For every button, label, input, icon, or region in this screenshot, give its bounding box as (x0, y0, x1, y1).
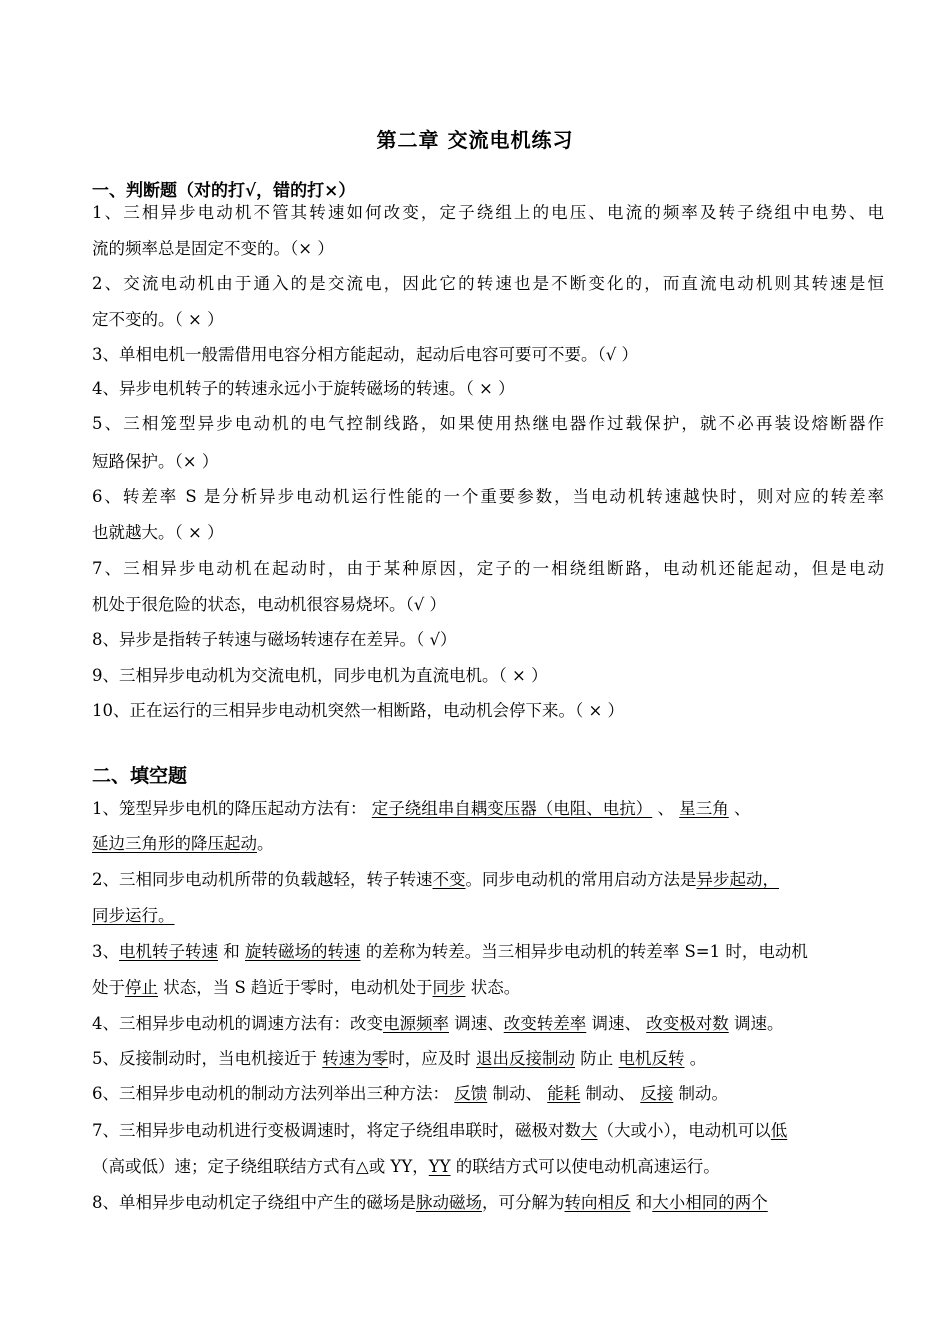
tf-line-11: 7、三相异步电动机在起动时，由于某种原因，定子的一相绕组断路，电动机还能起动，但是电动 (92, 559, 884, 578)
tf-line-2: 流的频率总是固定不变的。（× ） (92, 239, 334, 258)
answer-blank: 转速为零 (322, 1049, 389, 1068)
answer-blank: 反馈 (454, 1084, 488, 1103)
fill-q1-line-2: 延边三角形的降压起动。 (92, 834, 274, 853)
answer-blank: 延边三角形的降压起动 (92, 834, 257, 853)
tf-line-5: 3、单相电机一般需借用电容分相方能起动，起动后电容可要可不要。（√ ） (92, 345, 639, 364)
answer-blank: 改变极对数 (646, 1014, 729, 1033)
tf-line-3: 2、交流电动机由于通入的是交流电，因此它的转速也是不断变化的，而直流电动机则其转速是恒 (92, 274, 884, 293)
tf-line-15: 10、正在运行的三相异步电动机突然一相断路，电动机会停下来。（ × ） (92, 701, 625, 720)
section-heading-true-false: 一、判断题（对的打√，错的打×） (92, 181, 356, 201)
answer-blank: 旋转磁场的转速 (245, 942, 361, 961)
answer-blank: 星三角 (679, 799, 729, 818)
fill-q8-line: 8、单相异步电动机定子绕组中产生的磁场是脉动磁场，可分解为转向相反 和大小相同的两个 (92, 1193, 768, 1212)
page-title: 第二章 交流电机练习 (376, 128, 574, 152)
fill-q3-line-1: 3、电机转子转速 和 旋转磁场的转速 的差称为转差。当三相异步电动机的转差率 S=1 时，电动机 (92, 942, 808, 961)
tf-line-8: 短路保护。（× ） (92, 452, 219, 471)
fill-q6-line: 6、三相异步电动机的制动方法列举出三种方法： 反馈 制动、 能耗 制动、 反接 制动。 (92, 1084, 728, 1103)
tf-line-12: 机处于很危险的状态，电动机很容易烧坏。（√ ） (92, 595, 447, 614)
answer-blank: 同步 (432, 978, 466, 997)
tf-line-4: 定不变的。（ × ） (92, 310, 224, 329)
answer-blank: 同步运行。 (92, 906, 175, 925)
tf-line-1: 1、三相异步电动机不管其转速如何改变，定子绕组上的电压、电流的频率及转子绕组中电势、电 (92, 203, 884, 222)
answer-blank: 反接 (640, 1084, 674, 1103)
answer-blank: 脉动磁场 (416, 1193, 482, 1212)
tf-line-7: 5、三相笼型异步电动机的电气控制线路，如果使用热继电器作过载保护，就不必再装设熔断器作 (92, 414, 884, 433)
answer-blank: 能耗 (547, 1084, 581, 1103)
fill-q2-line-1: 2、三相同步电动机所带的负载越轻，转子转速不变。同步电动机的常用启动方法是异步起动， (92, 870, 779, 889)
fill-q4-line: 4、三相异步电动机的调速方法有：改变电源频率 调速、改变转差率 调速、 改变极对数 调速。 (92, 1014, 784, 1033)
fill-q7-line-2: （高或低）速；定子绕组联结方式有△或 YY，YY 的联结方式可以使电动机高速运行。 (92, 1157, 720, 1176)
answer-blank: 电源频率 (383, 1014, 449, 1033)
answer-blank: YY (428, 1157, 451, 1176)
answer-blank: 退出反接制动 (476, 1049, 575, 1068)
answer-blank: 电机反转 (618, 1049, 685, 1068)
answer-blank: 异步起动， (696, 870, 779, 889)
answer-blank: 停止 (125, 978, 158, 997)
answer-blank: 不变 (432, 870, 466, 889)
tf-line-6: 4、异步电机转子的转速永远小于旋转磁场的转速。（ × ） (92, 379, 515, 398)
answer-blank: 改变转差率 (503, 1014, 587, 1033)
fill-q1-line-1: 1、笼型异步电机的降压起动方法有： 定子绕组串自耦变压器（电阻、电抗） 、 星三角 、 (92, 799, 751, 818)
tf-line-9: 6、转差率 S 是分析异步电动机运行性能的一个重要参数，当电动机转速越快时，则对应的转差率 (92, 487, 884, 506)
answer-blank: 大 (581, 1121, 598, 1140)
tf-line-14: 9、三相异步电动机为交流电机，同步电机为直流电机。（ × ） (92, 666, 548, 685)
answer-blank: 转向相反 (564, 1193, 631, 1212)
fill-q2-line-2 (92, 905, 884, 927)
tf-line-13: 8、异步是指转子转速与磁场转速存在差异。（ √） (92, 630, 457, 649)
tf-line-10: 也就越大。（ × ） (92, 523, 224, 542)
fill-q5-line: 5、反接制动时，当电机接近于 转速为零时，应及时 退出反接制动 防止 电机反转 。 (92, 1049, 707, 1068)
answer-blank: 低 (770, 1121, 788, 1140)
answer-blank: 电机转子转速 (119, 942, 218, 961)
fill-q3-line-2: 处于停止 状态，当 S 趋近于零时，电动机处于同步 状态。 (92, 978, 521, 997)
answer-blank: 大小相同的两个 (652, 1193, 768, 1212)
section-heading-fill-in: 二、填空题 (92, 765, 188, 787)
answer-blank: 定子绕组串自耦变压器（电阻、电抗） (371, 799, 653, 818)
fill-q7-line-1: 7、三相异步电动机进行变极调速时，将定子绕组串联时，磁极对数大（大或小），电动机可以低 (92, 1121, 788, 1140)
